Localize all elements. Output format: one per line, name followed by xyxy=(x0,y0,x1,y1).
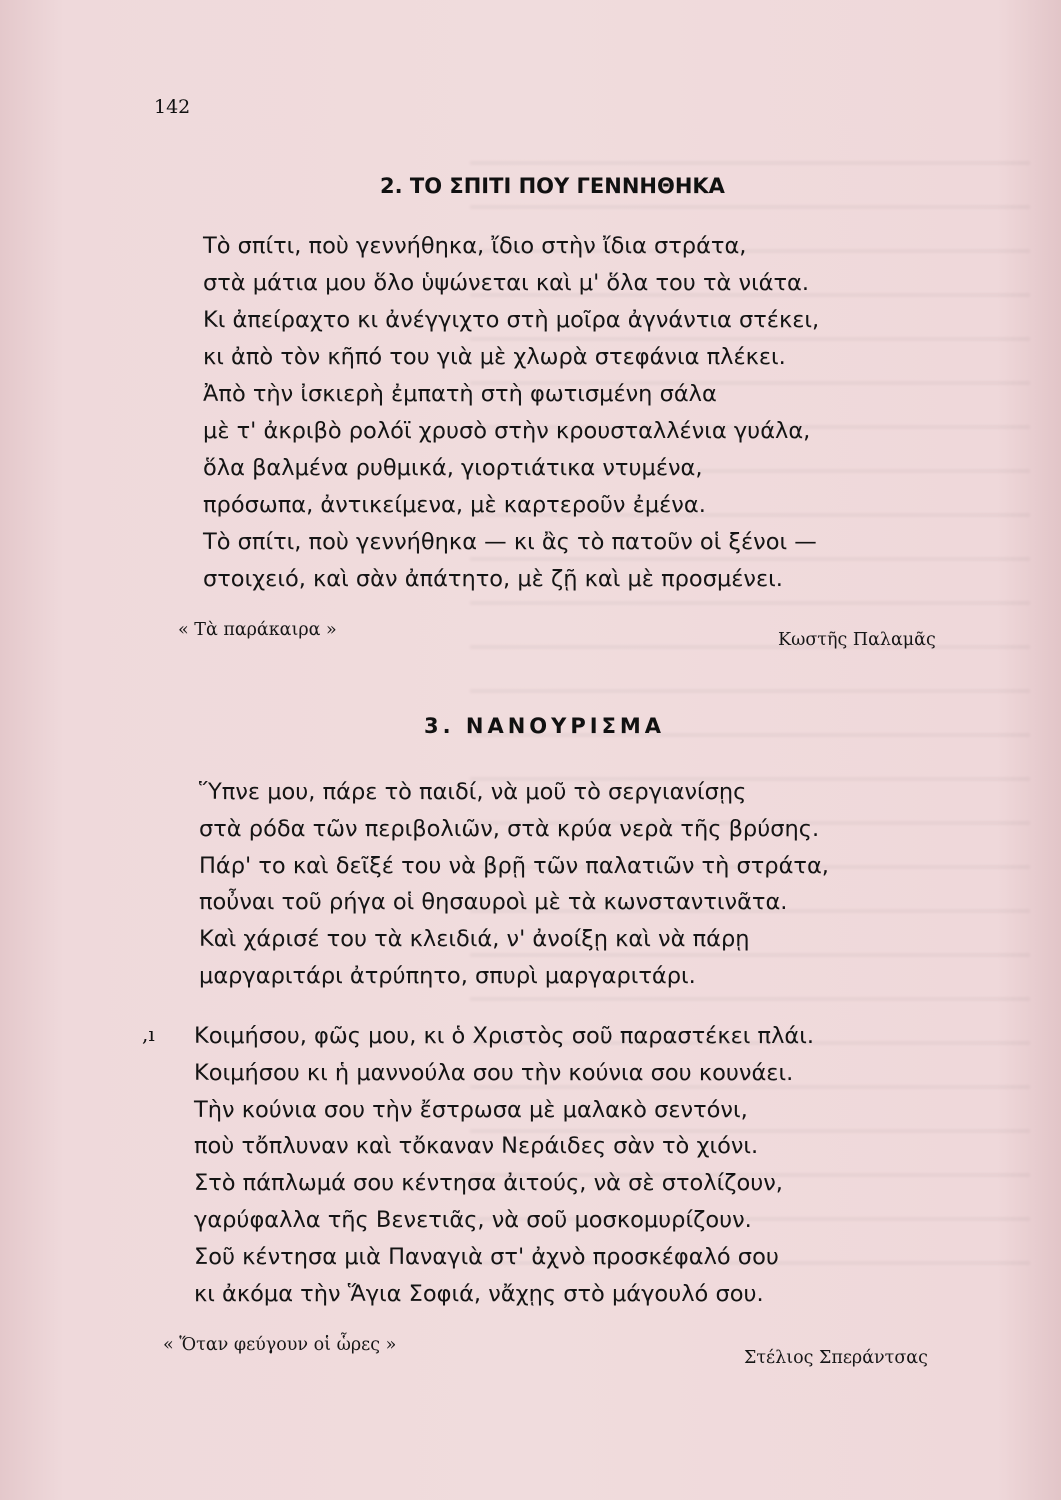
poem-lullaby-author: Στέλιος Σπεράντσας xyxy=(744,1348,928,1368)
verse-line: Κοιμήσου κι ἡ μαννούλα σου τὴν κούνια σου κουνάει. xyxy=(194,1059,794,1086)
verse-line: Πάρ' το καὶ δεῖξέ του νὰ βρῇ τῶν παλατιῶν τὴ στράτα, xyxy=(199,852,829,879)
verse-line: πρόσωπα, ἀντικείμενα, μὲ καρτεροῦν ἐμένα. xyxy=(203,492,706,518)
verse-line: Κι ἀπείραχτο κι ἀνέγγιχτο στὴ μοῖρα ἀγνάντια στέκει, xyxy=(203,307,820,333)
verse-line: Σοῦ κέντησα μιὰ Παναγιὰ στ' ἀχνὸ προσκέφαλό σου xyxy=(194,1243,779,1270)
verse-line: γαρύφαλλα τῆς Βενετιᾶς, νὰ σοῦ μοσκομυρίζουν. xyxy=(194,1206,752,1233)
poem-title-house: 2. ΤΟ ΣΠΙΤΙ ΠΟΥ ΓΕΝΝΗΘΗΚΑ xyxy=(380,174,725,198)
verse-line: Τὸ σπίτι, ποὺ γεννήθηκα — κι ἂς τὸ πατοῦν οἱ ξένοι — xyxy=(203,529,817,555)
verse-line: ποὺ τὄπλυναν καὶ τὄκαναν Νεράιδες σὰν τὸ χιόνι. xyxy=(194,1133,759,1160)
poem-lullaby-source: « Ὅταν φεύγουν οἱ ὧρες » xyxy=(163,1335,397,1355)
verse-line: ποὖναι τοῦ ρήγα οἱ θησαυροὶ μὲ τὰ κωνσταντινᾶτα. xyxy=(199,889,788,916)
poem-house-author: Κωστῆς Παλαμᾶς xyxy=(778,630,936,650)
poem-house-source: « Τὰ παράκαιρα » xyxy=(178,620,337,640)
verse-line: κι ἀκόμα τὴν Ἅγια Σοφιά, νἄχῃς στὸ μάγουλό σου. xyxy=(194,1280,764,1307)
verse-line: Ὕπνε μου, πάρε τὸ παιδί, νὰ μοῦ τὸ σεργιανίσῃς xyxy=(199,779,747,805)
verse-line: μαργαριτάρι ἀτρύπητο, σπυρὶ μαργαριτάρι. xyxy=(199,962,696,989)
verse-line: στὰ μάτια μου ὅλο ὑψώνεται καὶ μ' ὅλα του τὰ νιάτα. xyxy=(203,270,810,296)
poem-title-lullaby: 3. ΝΑΝΟΥΡΙΣΜΑ xyxy=(424,714,666,738)
verse-line: Καὶ χάρισέ του τὰ κλειδιά, ν' ἀνοίξῃ καὶ νὰ πάρῃ xyxy=(199,926,750,953)
verse-line: Στὸ πάπλωμά σου κέντησα ἀιτούς, νὰ σὲ στολίζουν, xyxy=(194,1170,783,1197)
verse-line: Ἀπὸ τὴν ἰσκιερὴ ἐμπατὴ στὴ φωτισμένη σάλα xyxy=(203,381,717,407)
verse-line: ὅλα βαλμένα ρυθμικά, γιορτιάτικα ντυμένα, xyxy=(203,455,703,481)
verse-line: μὲ τ' ἀκριβὸ ρολόϊ χρυσὸ στὴν κρουσταλλένια γυάλα, xyxy=(203,418,811,444)
poem-house-lines xyxy=(203,228,819,598)
verse-line: Κοιμήσου, φῶς μου, κι ὁ Χριστὸς σοῦ παραστέκει πλάι. xyxy=(194,1023,814,1049)
verse-line: κι ἀπὸ τὸν κῆπό του γιὰ μὲ χλωρὰ στεφάνια πλέκει. xyxy=(203,344,786,370)
page-number: 142 xyxy=(154,96,191,118)
verse-line: Τὴν κούνια σου τὴν ἔστρωσα μὲ μαλακὸ σεντόνι, xyxy=(194,1096,748,1123)
margin-pencil-mark: ,ı xyxy=(142,1022,155,1046)
poem-lullaby-stanza-1 xyxy=(199,774,829,995)
verse-line: στὰ ρόδα τῶν περιβολιῶν, στὰ κρύα νερὰ τῆς βρύσης. xyxy=(199,815,820,842)
poem-lullaby-stanza-2 xyxy=(194,1018,814,1312)
verse-line: στοιχειό, καὶ σὰν ἀπάτητο, μὲ ζῇ καὶ μὲ προσμένει. xyxy=(203,566,783,592)
verse-line: Τὸ σπίτι, ποὺ γεννήθηκα, ἴδιο στὴν ἴδια στράτα, xyxy=(203,233,747,259)
